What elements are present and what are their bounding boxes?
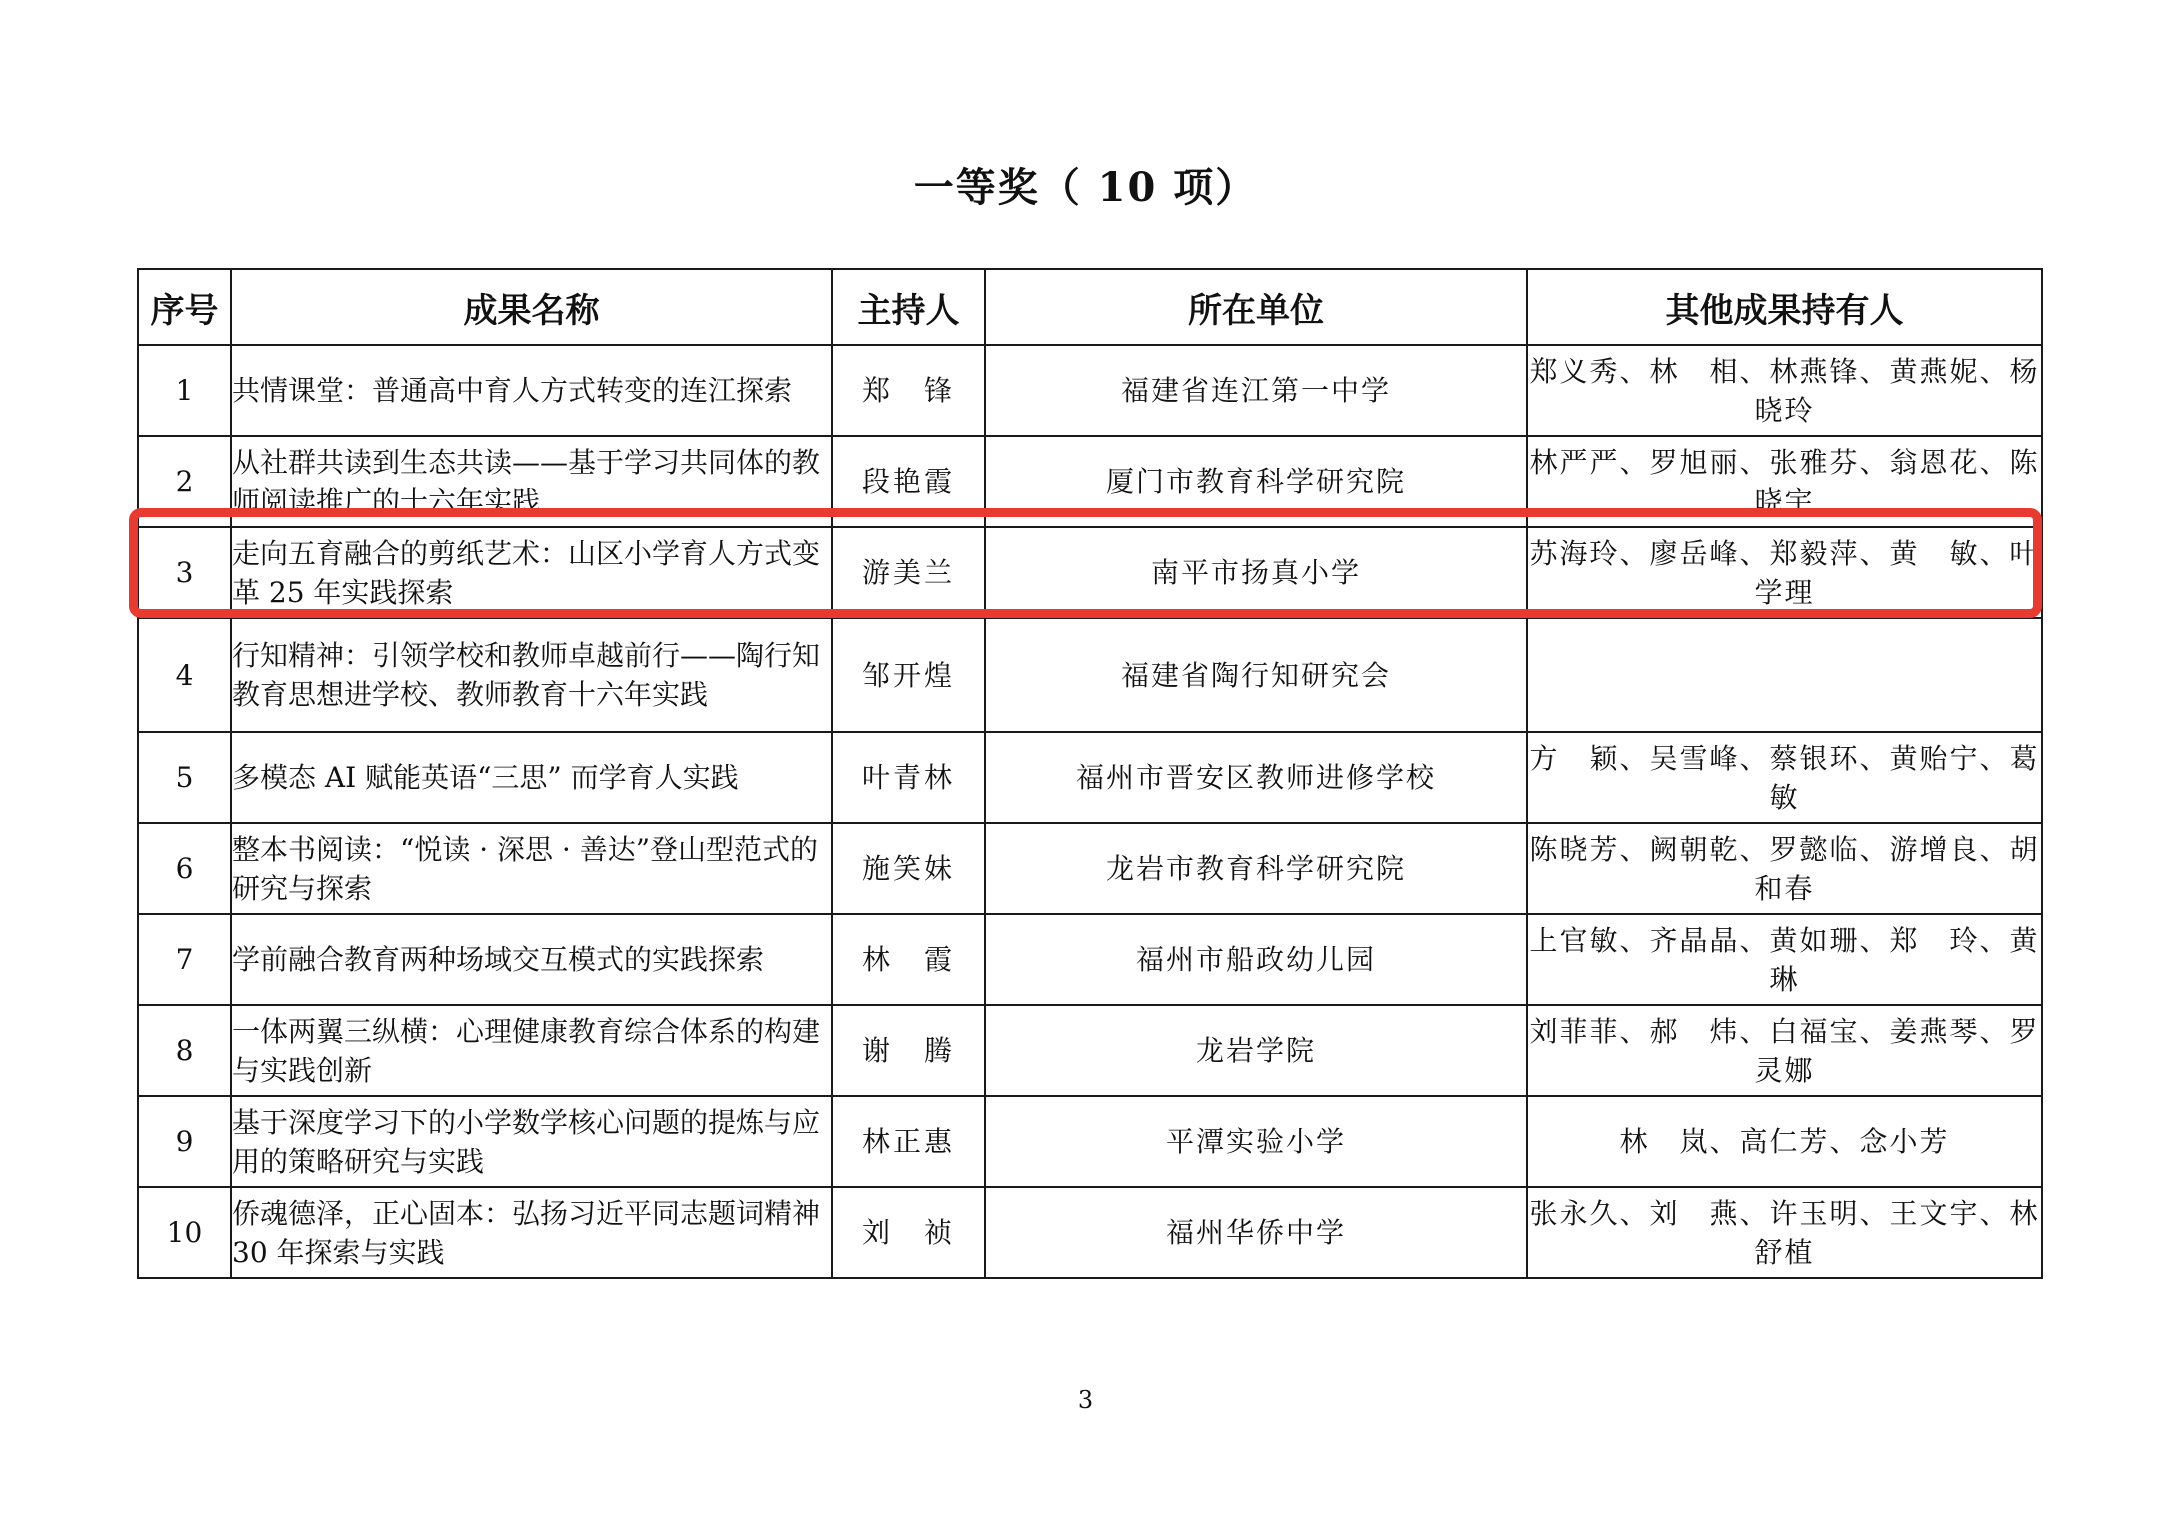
table-row	[138, 618, 2042, 732]
table-row	[138, 1187, 2042, 1278]
cell-unit: 南平市扬真小学	[985, 527, 1527, 618]
cell-host: 游美兰	[832, 527, 985, 618]
cell-host: 刘 祯	[832, 1187, 985, 1278]
cell-host: 邹开煌	[832, 618, 985, 732]
cell-no: 6	[138, 823, 231, 914]
cell-no: 7	[138, 914, 231, 1005]
cell-others	[1527, 345, 2042, 436]
cell-no: 9	[138, 1096, 231, 1187]
cell-others	[1527, 527, 2042, 618]
cell-name	[231, 732, 832, 823]
cell-others-text: 方 颖、吴雪峰、蔡银环、黄贻宁、葛 敏	[1529, 741, 2070, 814]
cell-unit: 厦门市教育科学研究院	[985, 436, 1527, 527]
cell-name	[231, 345, 832, 436]
cell-host: 谢 腾	[832, 1005, 985, 1096]
cell-name-text: 行知精神：引领学校和教师卓越前行——陶行知教育思想进学校、教师教育十六年实践	[232, 639, 821, 711]
cell-name-text: 从社群共读到生态共读——基于学习共同体的教师阅读推广的十六年实践	[232, 445, 821, 518]
cell-others-text: 郑义秀、林 相、林燕锋、黄燕妮、杨晓玲	[1529, 354, 2040, 427]
cell-others-text: 上官敏、齐晶晶、黄如珊、郑 玲、黄 琳	[1529, 923, 2070, 996]
table-row	[138, 1096, 2042, 1187]
cell-name-text: 走向五育融合的剪纸艺术：山区小学育人方式变革 25 年实践探索	[232, 536, 821, 609]
table-row	[138, 732, 2042, 823]
cell-unit: 福建省陶行知研究会	[985, 618, 1527, 732]
cell-others	[1527, 1096, 2042, 1187]
cell-name	[231, 914, 832, 1005]
cell-others	[1527, 436, 2042, 527]
cell-name-text: 一体两翼三纵横：心理健康教育综合体系的构建与实践创新	[232, 1014, 821, 1087]
cell-host: 林正惠	[832, 1096, 985, 1187]
cell-name	[231, 1096, 832, 1187]
cell-host: 郑 锋	[832, 345, 985, 436]
cell-others-text: 陈晓芳、阙朝乾、罗懿临、游增良、胡和春	[1529, 832, 2040, 905]
cell-name	[231, 823, 832, 914]
table-row	[138, 436, 2042, 527]
cell-others-text: 林 岚、高仁芳、念小芳	[1619, 1125, 1950, 1158]
cell-name-text: 共情课堂：普通高中育人方式转变的连江探索	[232, 374, 793, 407]
table-row	[138, 914, 2042, 1005]
cell-others-text: 苏海玲、廖岳峰、郑毅萍、黄 敏、叶学理	[1529, 536, 2040, 609]
page-number: 3	[1077, 1386, 1094, 1414]
cell-unit: 平潭实验小学	[985, 1096, 1527, 1187]
award-table	[137, 268, 2070, 1279]
table-row	[138, 823, 2042, 914]
cell-others	[1527, 618, 2042, 732]
cell-others	[1527, 823, 2042, 914]
cell-name-text: 整本书阅读：“悦读 · 深思 · 善达”登山型范式的研究与探索	[232, 832, 819, 905]
header-name: 成果名称	[231, 269, 832, 345]
cell-others-text: 刘菲菲、郝 炜、白福宝、姜燕琴、罗灵娜	[1529, 1014, 2040, 1087]
cell-unit: 龙岩市教育科学研究院	[985, 823, 1527, 914]
cell-name	[231, 618, 832, 732]
cell-no: 1	[138, 345, 231, 436]
cell-others	[1527, 1187, 2042, 1278]
cell-unit: 福州华侨中学	[985, 1187, 1527, 1278]
cell-no: 5	[138, 732, 231, 823]
cell-unit: 龙岩学院	[985, 1005, 1527, 1096]
cell-unit: 福建省连江第一中学	[985, 345, 1527, 436]
header-unit: 所在单位	[985, 269, 1527, 345]
cell-others	[1527, 732, 2070, 823]
cell-unit: 福州市晋安区教师进修学校	[985, 732, 1527, 823]
cell-host: 林 霞	[832, 914, 985, 1005]
cell-name-text: 多模态 AI 赋能英语“三思” 而学育人实践	[232, 761, 739, 794]
cell-name	[231, 1005, 832, 1096]
cell-no: 10	[138, 1187, 231, 1278]
cell-name-text: 学前融合教育两种场域交互模式的实践探索	[232, 943, 765, 976]
cell-name	[231, 436, 832, 527]
cell-unit: 福州市船政幼儿园	[985, 914, 1527, 1005]
cell-others-text: 张永久、刘 燕、许玉明、王文宇、林舒植	[1529, 1196, 2040, 1269]
cell-no: 8	[138, 1005, 231, 1096]
cell-name	[231, 1187, 832, 1278]
header-host: 主持人	[832, 269, 985, 345]
cell-others	[1527, 1005, 2042, 1096]
cell-others	[1527, 914, 2070, 1005]
header-others: 其他成果持有人	[1527, 269, 2042, 345]
table-row-highlighted	[138, 527, 2042, 618]
cell-host: 施笑妹	[832, 823, 985, 914]
cell-others-text: 林严严、罗旭丽、张雅芬、翁恩花、陈晓宇	[1529, 445, 2040, 518]
cell-no: 2	[138, 436, 231, 527]
table-row	[138, 345, 2042, 436]
award-title: 一等奖（ 10 项）	[913, 164, 1258, 211]
cell-name	[231, 527, 832, 618]
cell-host: 叶青林	[832, 732, 985, 823]
cell-no: 4	[138, 618, 231, 732]
cell-no: 3	[138, 527, 231, 618]
cell-name-text: 侨魂德泽，正心固本：弘扬习近平同志题词精神 30 年探索与实践	[232, 1196, 821, 1269]
table-row	[138, 1005, 2042, 1096]
cell-name-text: 基于深度学习下的小学数学核心问题的提炼与应用的策略研究与实践	[232, 1105, 821, 1178]
cell-host: 段艳霞	[832, 436, 985, 527]
header-no: 序号	[138, 269, 231, 345]
header-row	[138, 269, 2042, 345]
